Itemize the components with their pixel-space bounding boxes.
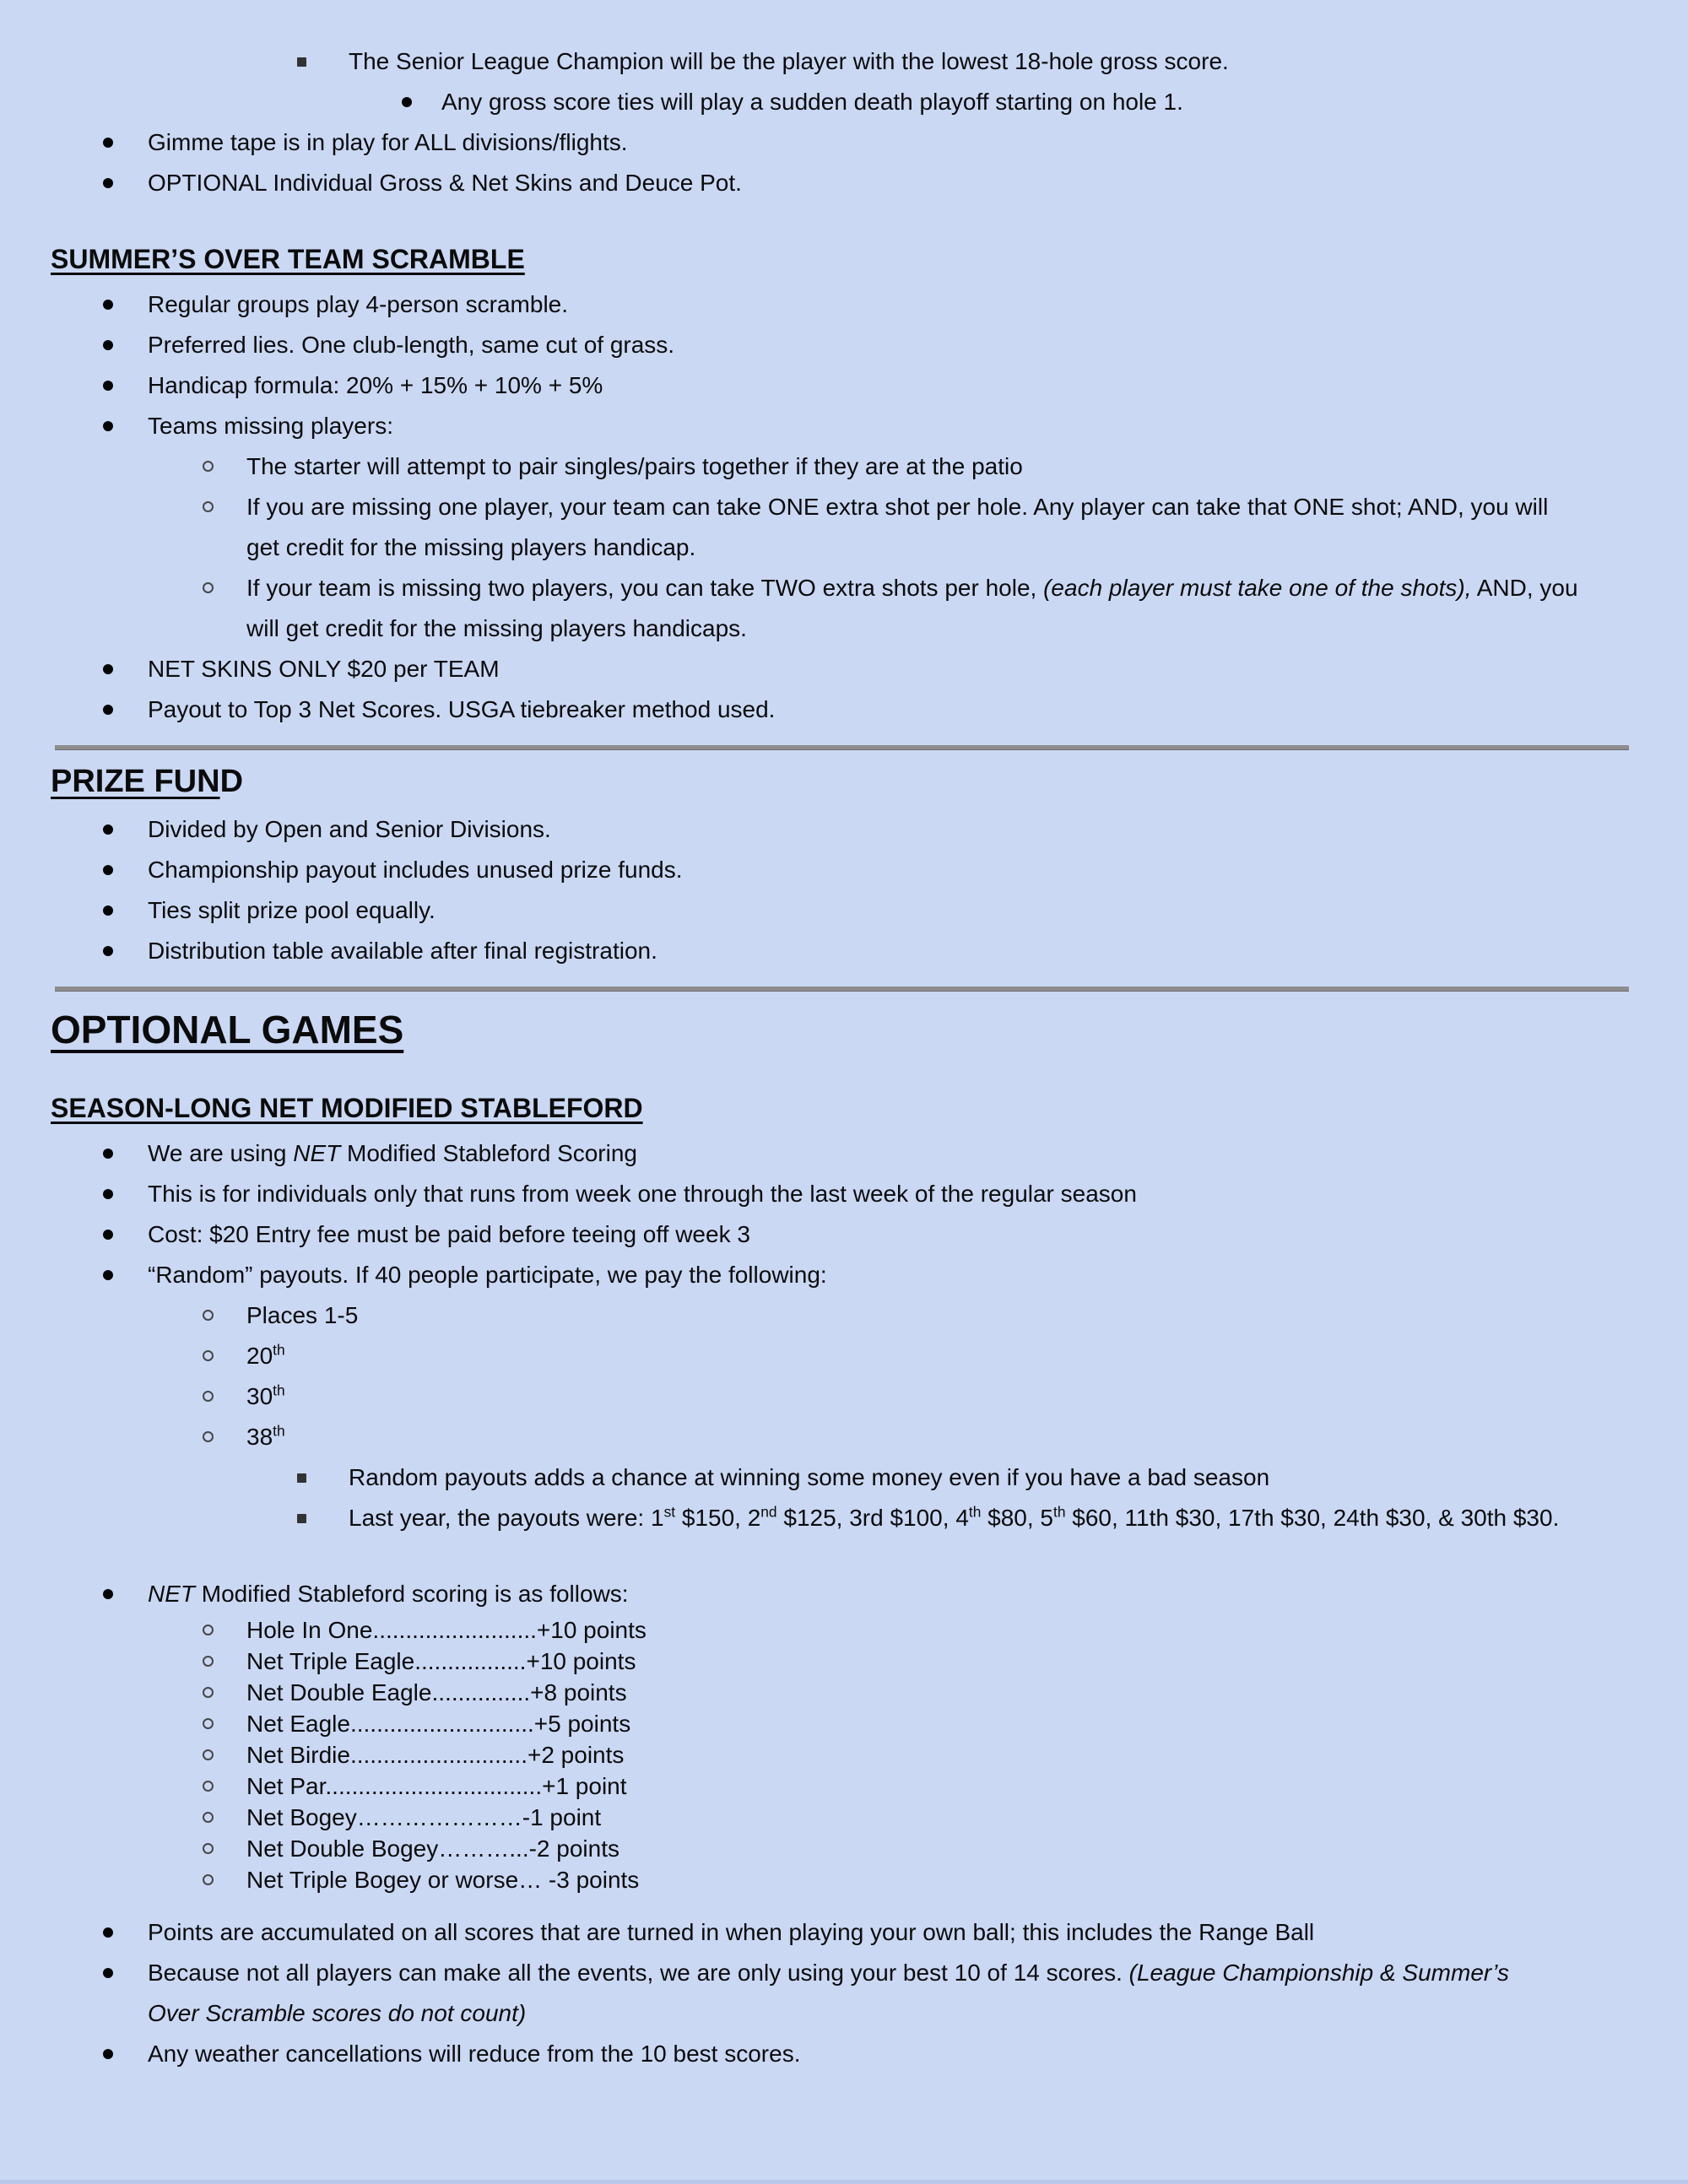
bullet-circle-icon <box>203 1781 214 1792</box>
list-item-text <box>246 1742 624 1768</box>
list-item <box>0 809 1688 850</box>
list-item <box>0 2034 1688 2074</box>
list-item-text <box>148 897 436 923</box>
text-run: The Senior League Champion will be the player with the lowest 18-hole gross score. <box>349 48 1229 74</box>
bullet-disc-icon <box>103 1230 113 1240</box>
text-run: If your team is missing two players, you can take TWO extra shots per hole, <box>246 575 1044 601</box>
text-run: $80, 5 <box>981 1505 1054 1531</box>
bullet-disc-icon <box>103 340 113 350</box>
list-item <box>0 1912 1688 1953</box>
list-item-text <box>349 48 1229 74</box>
bullet-disc-icon <box>103 946 113 956</box>
text-run: th <box>273 1381 285 1399</box>
section-heading-season-long-net-modified-stableford <box>51 1091 1688 1125</box>
bullet-disc-icon <box>103 1189 113 1199</box>
list-item <box>0 850 1688 890</box>
list-item <box>0 890 1688 931</box>
text-run: Payout to Top 3 Net Scores. USGA tiebreaker method used. <box>148 696 776 722</box>
bullet-square-icon <box>297 57 306 67</box>
horizontal-divider <box>55 745 1629 750</box>
list-item-text <box>148 1581 629 1607</box>
text-run: The starter will attempt to pair singles/pairs together if they are at the patio <box>246 453 1023 479</box>
text-run: Modified Stableford Scoring <box>340 1140 637 1166</box>
text-run: Cost: $20 Entry fee must be paid before teeing off week 3 <box>148 1221 750 1247</box>
bullet-disc-icon <box>103 421 113 431</box>
list-item <box>0 325 1688 365</box>
text-run: Ties split prize pool equally. <box>148 897 436 923</box>
list-item <box>0 446 1688 487</box>
text-run: 20 <box>246 1343 273 1369</box>
bullet-disc-icon <box>103 300 113 310</box>
bullet-disc-icon <box>103 1968 113 1978</box>
text-run: th <box>968 1503 982 1521</box>
text-run: If you are missing one player, your team can take ONE extra shot per hole. Any player can take that ONE shot; AND, you will <box>246 494 1549 520</box>
list-item-text <box>148 938 657 964</box>
list-item <box>0 1953 1688 2034</box>
text-run: Net Double Eagle...............+8 points <box>246 1679 627 1706</box>
bullet-circle-icon <box>203 1431 214 1442</box>
bullet-circle-icon <box>203 1391 214 1402</box>
text-run: nd <box>760 1503 777 1521</box>
bullet-disc-icon <box>103 381 113 391</box>
text-run: (each player must take one of the shots), <box>1043 575 1472 601</box>
text-run: get credit for the missing players handicap. <box>246 534 696 560</box>
list-item <box>0 689 1688 730</box>
list-item-text <box>246 453 1023 479</box>
bullet-disc-icon <box>103 138 113 148</box>
list-item <box>0 649 1688 689</box>
text-run: $125, 3rd $100, 4 <box>776 1505 969 1531</box>
list-item-text <box>148 1262 827 1288</box>
bullet-square-icon <box>297 1473 306 1483</box>
bullet-circle-icon <box>203 1656 214 1667</box>
list-item-text <box>148 170 742 196</box>
bullet-circle-icon <box>203 1687 214 1698</box>
bullet-circle-icon <box>203 1749 214 1760</box>
list-item-text <box>246 1617 647 1643</box>
list-item <box>0 1574 1688 1614</box>
list-item-text <box>246 1773 627 1799</box>
text-run: Net Eagle............................+5 points <box>246 1711 631 1737</box>
list-item <box>0 122 1688 163</box>
bullet-square-icon <box>297 1514 306 1523</box>
list-item <box>0 1255 1688 1295</box>
text-run: OPTIONAL Individual Gross & Net Skins and Deuce Pot. <box>148 170 742 196</box>
bullet-disc-icon <box>103 1149 113 1159</box>
list-item-text <box>246 1383 285 1409</box>
list-item <box>0 82 1688 122</box>
list-item <box>0 1214 1688 1255</box>
bullet-disc-icon <box>103 905 113 916</box>
text-run: We are using <box>148 1140 294 1166</box>
text-run: Net Triple Eagle.................+10 points <box>246 1648 636 1674</box>
list-item-text <box>148 656 500 682</box>
bullet-disc-icon <box>103 664 113 674</box>
list-item-text <box>148 413 393 439</box>
list-item-text <box>148 372 603 398</box>
list-item <box>0 1336 1688 1376</box>
text-run: Hole In One.........................+10 points <box>246 1617 647 1643</box>
list-item-text <box>148 332 674 358</box>
text-run: Any weather cancellations will reduce from the 10 best scores. <box>148 2041 801 2067</box>
bullet-circle-icon <box>203 461 214 472</box>
bullet-disc-icon <box>103 2049 113 2059</box>
list-item <box>0 1614 1688 1646</box>
bullet-circle-icon <box>203 1843 214 1854</box>
text-run: Last year, the payouts were: 1 <box>349 1505 664 1531</box>
list-item <box>0 163 1688 203</box>
text-run: PRIZE FUN <box>51 764 220 799</box>
text-run: $150, 2 <box>675 1505 761 1531</box>
bullet-circle-icon <box>203 1874 214 1885</box>
list-item-text <box>148 1221 750 1247</box>
list-item <box>0 1133 1688 1174</box>
bullet-circle-icon <box>203 1812 214 1823</box>
list-item <box>0 568 1688 649</box>
list-item <box>0 1376 1688 1417</box>
text-run: Net Triple Bogey or worse… -3 points <box>246 1867 640 1893</box>
bullet-circle-icon <box>203 1624 214 1635</box>
bullet-disc-icon <box>103 705 113 715</box>
list-item-text <box>148 816 551 842</box>
list-item <box>0 1864 1688 1895</box>
list-item-text <box>246 1804 601 1830</box>
list-item <box>0 284 1688 325</box>
text-run: Any gross score ties will play a sudden death playoff starting on hole 1. <box>441 89 1183 115</box>
horizontal-divider <box>55 987 1629 992</box>
list-item <box>0 1295 1688 1336</box>
text-run: NET SKINS ONLY $20 per TEAM <box>148 656 500 682</box>
bullet-circle-icon <box>203 1310 214 1321</box>
list-item-text <box>246 575 1578 641</box>
text-run: Championship payout includes unused prize funds. <box>148 857 683 883</box>
text-run: (League Championship & Summer’s <box>1128 1960 1509 1986</box>
text-run: Net Bogey…………………-1 point <box>246 1804 602 1830</box>
bullet-circle-icon <box>203 582 214 593</box>
list-item <box>0 1770 1688 1802</box>
text-run: will get credit for the missing players handicaps. <box>246 615 747 641</box>
text-run: Over Scramble scores do not count) <box>148 2000 527 2026</box>
text-run: AND, you <box>1471 575 1578 601</box>
list-item <box>0 1457 1688 1498</box>
text-run: st <box>663 1503 676 1521</box>
text-run: Gimme tape is in play for ALL divisions/flights. <box>148 129 628 155</box>
list-item <box>0 1833 1688 1864</box>
list-item-text <box>148 291 568 317</box>
list-item <box>0 1174 1688 1214</box>
bullet-circle-icon <box>203 1718 214 1729</box>
section-heading-prize-fund <box>51 762 1688 801</box>
list-item <box>0 41 1688 82</box>
spacer <box>0 1895 1688 1912</box>
text-run: NET <box>148 1581 195 1607</box>
list-item-text <box>148 2041 801 2067</box>
list-item-text <box>246 1711 630 1737</box>
bullet-circle-icon <box>203 501 214 512</box>
list-item <box>0 1677 1688 1708</box>
list-item-text <box>148 129 628 155</box>
page-bottom-edge <box>0 2180 1688 2184</box>
bullet-disc-icon <box>103 1270 113 1280</box>
text-run: Places 1-5 <box>246 1302 359 1328</box>
list-item <box>0 406 1688 446</box>
text-run: Modified Stableford scoring is as follows: <box>195 1581 629 1607</box>
list-item-text <box>148 696 775 722</box>
text-run: SUMMER’S OVER TEAM SCRAMBLE <box>51 244 525 274</box>
text-run: Distribution table available after final registration. <box>148 938 657 964</box>
list-item-text <box>246 1867 639 1893</box>
text-run: Points are accumulated on all scores that are turned in when playing your own ball; this includes the Range Ball <box>148 1919 1315 1945</box>
list-item-text <box>148 1140 637 1166</box>
text-run: $60, 11th $30, 17th $30, 24th $30, & 30th $30. <box>1065 1505 1560 1531</box>
list-item-text <box>246 1343 285 1369</box>
list-item <box>0 1739 1688 1770</box>
list-item-text <box>246 1835 619 1862</box>
list-item-text <box>246 1679 627 1706</box>
text-run: th <box>273 1341 285 1359</box>
text-run: OPTIONAL GAMES <box>51 1008 404 1051</box>
section-heading-summers-over-team-scramble <box>51 242 1688 276</box>
text-run: SEASON-LONG NET MODIFIED STABLEFORD <box>51 1093 643 1123</box>
list-item-text <box>148 857 683 883</box>
list-item-text <box>349 1464 1269 1490</box>
text-run: Divided by Open and Senior Divisions. <box>148 816 551 842</box>
text-run: Net Double Bogey………...-2 points <box>246 1835 619 1862</box>
list-item-text <box>349 1505 1559 1531</box>
spacer <box>0 1538 1688 1574</box>
bullet-disc-icon <box>103 1589 113 1599</box>
text-run: Because not all players can make all the events, we are only using your best 10 of 14 scores. <box>148 1960 1129 1986</box>
list-item-text <box>246 1302 358 1328</box>
bullet-disc-icon <box>103 1927 113 1938</box>
text-run: th <box>1053 1503 1066 1521</box>
text-run: NET <box>293 1140 341 1166</box>
bullet-disc-icon <box>103 865 113 875</box>
bullet-circle-icon <box>203 1350 214 1361</box>
list-item-text <box>148 1919 1314 1945</box>
list-item-text <box>246 1424 285 1450</box>
text-run: Teams missing players: <box>148 413 393 439</box>
text-run: This is for individuals only that runs from week one through the last week of the regular season <box>148 1181 1137 1207</box>
text-run: Net Par.................................+1 point <box>246 1773 627 1799</box>
list-item <box>0 487 1688 568</box>
list-item <box>0 1646 1688 1677</box>
list-item-text <box>246 494 1548 560</box>
list-item-text <box>246 1648 636 1674</box>
bullet-disc-icon <box>103 178 113 188</box>
list-item <box>0 1802 1688 1833</box>
section-heading-optional-games <box>51 1007 1688 1052</box>
text-run: Handicap formula: 20% + 15% + 10% + 5% <box>148 372 603 398</box>
text-run: th <box>273 1422 285 1440</box>
list-item-text <box>148 1960 1509 2026</box>
list-item <box>0 1498 1688 1538</box>
list-item <box>0 931 1688 971</box>
text-run: “Random” payouts. If 40 people participate, we pay the following: <box>148 1262 827 1288</box>
text-run: 30 <box>246 1383 273 1409</box>
text-run: Random payouts adds a chance at winning some money even if you have a bad season <box>349 1464 1270 1490</box>
text-run: D <box>219 764 244 799</box>
bullet-disc-icon <box>103 824 113 835</box>
text-run: Regular groups play 4-person scramble. <box>148 291 569 317</box>
text-run: Preferred lies. One club-length, same cut of grass. <box>148 332 675 358</box>
text-run: 38 <box>246 1424 273 1450</box>
list-item-text <box>148 1181 1137 1207</box>
list-item <box>0 1417 1688 1457</box>
list-item <box>0 1708 1688 1739</box>
list-item-text <box>441 89 1183 115</box>
bullet-disc-icon <box>402 97 412 107</box>
text-run: Net Birdie...........................+2 points <box>246 1742 625 1768</box>
list-item <box>0 365 1688 406</box>
